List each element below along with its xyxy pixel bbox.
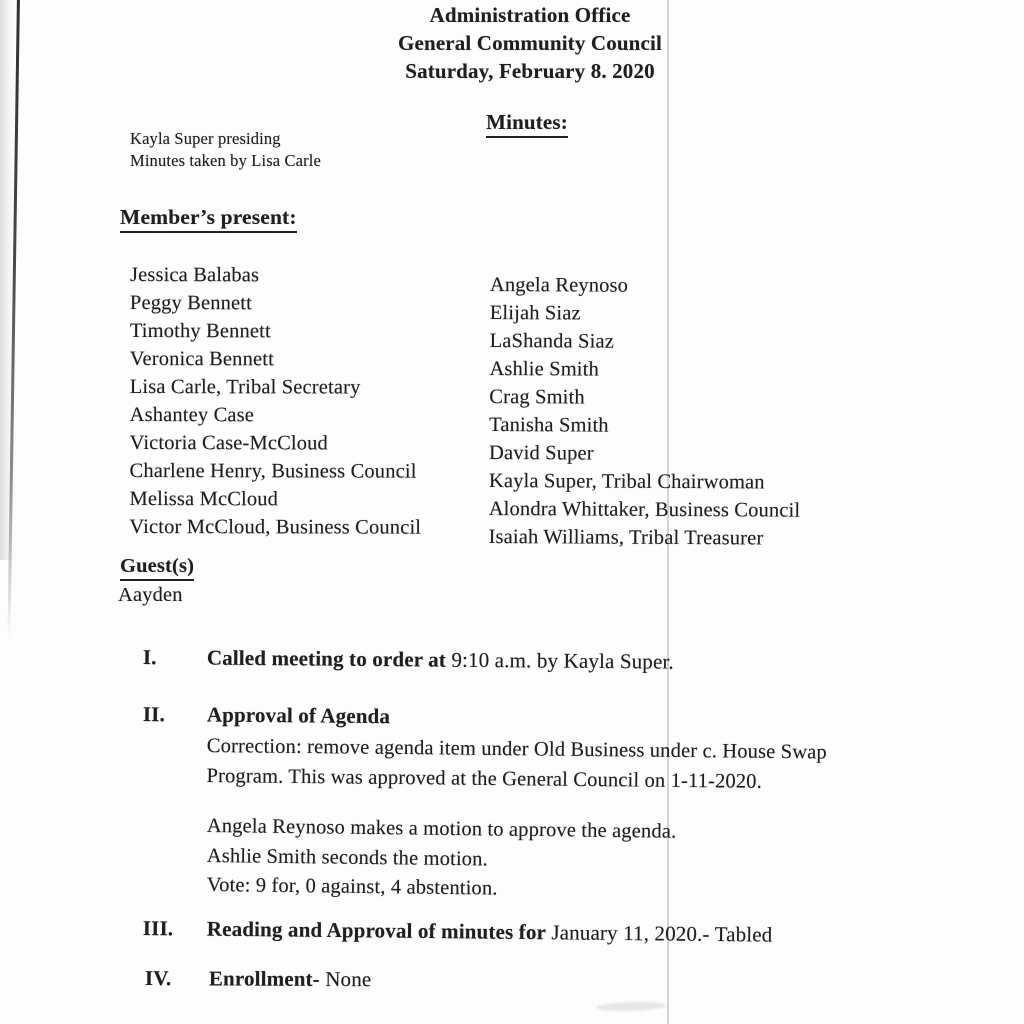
scan-smudge <box>596 1001 666 1012</box>
minutes-heading: Minutes: <box>486 110 568 138</box>
presiding-line: Kayla Super presiding <box>130 129 281 148</box>
agenda-numeral: II. <box>142 702 166 727</box>
agenda-numeral: I. <box>142 645 157 670</box>
agenda-item-2-vote: Vote: 9 for, 0 against, 4 abstention. <box>206 874 498 900</box>
agenda-lead: Enrollment- <box>208 966 320 991</box>
members-column-left <box>129 261 421 542</box>
member-name: Isaiah Williams, Tribal Treasurer <box>488 525 764 550</box>
minutes-taken-line: Minutes taken by Lisa Carle <box>130 150 322 170</box>
guests-heading: Guest(s) <box>120 555 194 581</box>
guest-names: Aayden <box>118 584 183 606</box>
member-name: Angela Reynoso <box>489 273 629 297</box>
member-name: Victor McCloud, Business Council <box>129 515 422 539</box>
members-column-right <box>489 271 802 553</box>
agenda-numeral: IV. <box>144 966 172 991</box>
agenda-item-4 <box>145 966 372 992</box>
agenda-tail: None <box>325 966 372 992</box>
agenda-item-2-motion: Angela Reynoso makes a motion to approve the agenda. <box>206 815 677 843</box>
agenda-item-2-heading <box>143 702 390 729</box>
header-council-line: General Community Council <box>398 31 662 55</box>
member-name: David Super <box>488 441 594 465</box>
member-name: Charlene Henry, Business Council <box>129 459 417 483</box>
member-name: Jessica Balabas <box>129 264 260 287</box>
agenda-item-2-correction: Correction: remove agenda item under Old Business under c. House Swap Program. This was approved at the General Council on 1-11-2020. <box>206 734 828 793</box>
members-heading-wrap <box>120 205 297 233</box>
agenda-tail: January 11, 2020.- Tabled <box>551 920 773 947</box>
agenda-lead: Called meeting to order at <box>206 645 447 672</box>
header-date-line: Saturday, February 8. 2020 <box>405 59 655 83</box>
member-name: Ashantey Case <box>129 403 255 427</box>
agenda-item-2-second: Ashlie Smith seconds the motion. <box>206 845 488 871</box>
agenda-tail: 9:10 a.m. by Kayla Super. <box>451 647 674 674</box>
member-name: Ashlie Smith <box>489 357 599 381</box>
agenda-item-3 <box>143 916 773 948</box>
member-name: Melissa McCloud <box>129 487 279 511</box>
agenda-lead: Reading and Approval of minutes for <box>206 916 547 945</box>
member-name: Tanisha Smith <box>489 413 609 437</box>
member-name: Victoria Case-McCloud <box>129 431 328 455</box>
member-name: Lisa Carle, Tribal Secretary <box>129 375 361 399</box>
header-office-line: Administration Office <box>429 3 631 27</box>
member-name: Alondra Whittaker, Business Council <box>488 497 801 522</box>
guests-heading-wrap <box>120 555 194 581</box>
member-name: Timothy Bennett <box>129 319 271 343</box>
agenda-item-1 <box>143 645 674 675</box>
document-header <box>230 1 830 85</box>
member-name: Kayla Super, Tribal Chairwoman <box>488 469 765 494</box>
members-heading: Member’s present: <box>120 205 297 233</box>
scribe-block <box>130 128 321 171</box>
member-name: Crag Smith <box>489 385 585 409</box>
agenda-numeral: III. <box>142 916 174 941</box>
member-name: Elijah Siaz <box>489 301 581 325</box>
member-name: Veronica Bennett <box>129 347 274 371</box>
member-name: Peggy Bennett <box>129 291 253 315</box>
agenda-lead: Approval of Agenda <box>206 702 391 729</box>
member-name: LaShanda Siaz <box>489 329 615 353</box>
